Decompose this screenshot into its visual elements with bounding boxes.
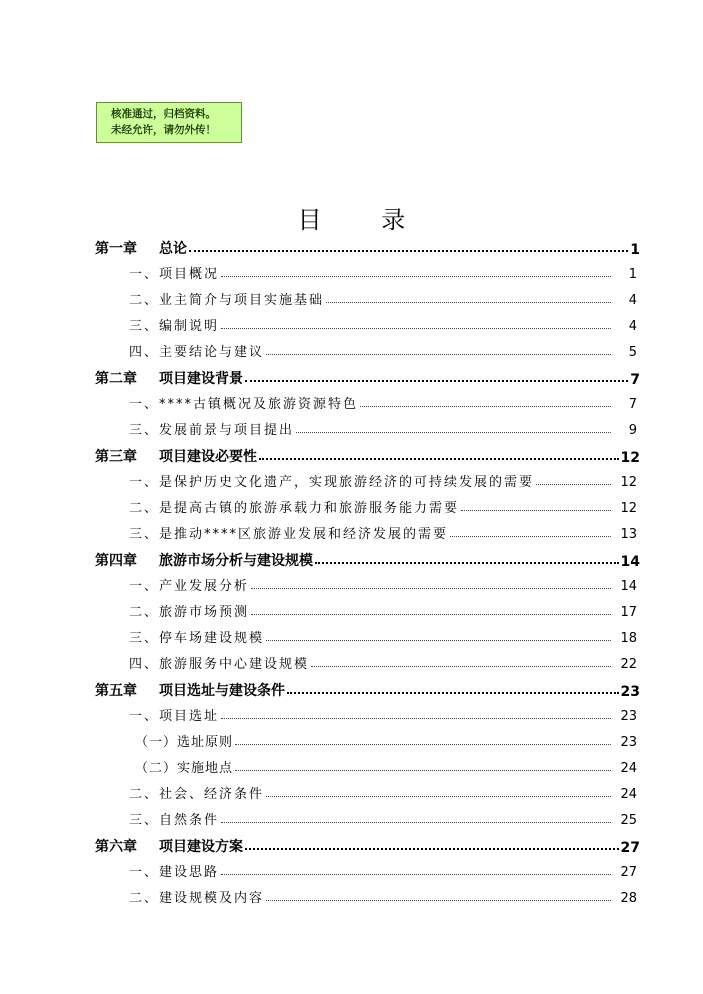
dot-leader [189,249,628,252]
chapter-label [95,550,313,570]
section-label [129,289,324,308]
section-index: 一、 [129,865,160,880]
section-index: 四、 [129,657,160,672]
section-label [129,627,264,646]
section-index: 二、 [129,605,160,620]
toc-section-entry[interactable] [129,882,637,906]
page-number: 23 [620,684,640,700]
section-label [129,419,294,438]
dot-leader [251,587,611,589]
section-title: 停车场建设规模 [159,631,265,646]
section-label [129,757,233,776]
toc-section-entry[interactable] [129,284,637,308]
dot-leader [221,327,611,329]
chapter-number: 第六章 [95,839,137,855]
section-label [129,497,459,516]
dot-leader [266,899,611,901]
page-number: 13 [620,527,637,542]
toc-section-entry[interactable] [129,778,637,802]
page-number: 7 [628,397,637,412]
page-number: 23 [620,735,637,750]
section-title: 业主简介与项目实施基础 [159,293,325,308]
chapter-title: 项目建设必要性 [159,449,257,465]
section-index: 三、 [129,319,160,334]
section-index: 二、 [129,293,160,308]
section-title: 建设思路 [159,865,220,880]
stamp-line-1: 核准通过，归档资料。 [111,108,216,120]
section-index: 一、 [129,709,160,724]
toc-section-entry[interactable] [129,414,637,438]
section-index: 三、 [129,631,160,646]
dot-leader [259,457,619,460]
page-number: 27 [620,840,640,856]
dot-leader [221,275,611,277]
page-number: 18 [620,631,637,646]
section-label [129,601,249,620]
page-number: 4 [628,319,637,334]
chapter-title: 项目选址与建设条件 [159,683,285,699]
page-number: 12 [620,501,637,516]
page-number: 12 [620,450,640,466]
toc-chapter-entry[interactable] [95,674,640,700]
dot-leader [235,743,611,745]
dot-leader [221,717,611,719]
section-label [129,341,264,360]
section-index: 一、 [129,397,160,412]
chapter-title: 项目建设方案 [159,839,243,855]
dot-leader [221,873,611,875]
toc-section-entry[interactable] [129,700,637,724]
dot-leader [266,795,611,797]
toc-chapter-entry[interactable] [95,362,640,388]
dot-leader [221,821,611,823]
section-label [129,471,534,490]
toc-section-entry[interactable] [129,804,637,828]
section-title: 建设规模及内容 [159,891,265,906]
section-title: 主要结论与建议 [159,345,265,360]
dot-leader [315,561,619,564]
page-number: 23 [620,709,637,724]
toc-section-entry[interactable] [129,258,637,282]
section-title: 是提高古镇的旅游承载力和旅游服务能力需要 [159,501,460,516]
section-index: 二、 [129,787,160,802]
toc-section-entry[interactable] [129,310,637,334]
page-number: 14 [620,554,640,570]
section-title: 旅游市场预测 [159,605,250,620]
section-title: 编制说明 [159,319,220,334]
dot-leader [266,639,611,641]
toc-section-entry[interactable] [129,856,637,880]
dot-leader [251,613,611,615]
section-title: 是推动****区旅游业发展和经济发展的需要 [159,527,449,542]
section-index: 三、 [129,527,160,542]
section-index: 一、 [129,475,160,490]
page-number: 1 [630,242,640,258]
toc-section-entry[interactable] [129,388,637,412]
chapter-title: 项目建设背景 [159,371,243,387]
page-number: 22 [620,657,637,672]
page-number: 25 [620,813,637,828]
section-index: 三、 [129,813,160,828]
section-index: 一、 [129,579,160,594]
section-index: 一、 [129,267,160,282]
page-number: 4 [628,293,637,308]
dot-leader [450,535,611,537]
page-number: 27 [620,865,637,880]
toc-section-entry[interactable] [129,518,637,542]
chapter-number: 第三章 [95,449,137,465]
section-label [129,887,264,906]
toc-section-entry[interactable] [129,466,637,490]
section-label [129,861,219,880]
stamp-line-2: 未经允许，请勿外传！ [111,124,216,136]
chapter-title: 总论 [159,241,187,257]
dot-leader [536,483,611,485]
page-number: 28 [620,891,637,906]
chapter-number: 第一章 [95,241,137,257]
section-title: 项目选址 [159,709,220,724]
section-label [129,809,219,828]
section-label [129,653,309,672]
section-label [129,315,219,334]
dot-leader [360,405,611,407]
chapter-label [95,238,187,258]
page-number: 12 [620,475,637,490]
page-title: 目 录 [297,206,432,234]
toc-section-entry[interactable] [129,726,637,750]
chapter-number: 第五章 [95,683,137,699]
dot-leader [266,353,611,355]
section-title: 是保护历史文化遗产，实现旅游经济的可持续发展的需要 [159,475,535,490]
chapter-title: 旅游市场分析与建设规模 [159,553,313,569]
toc-chapter-entry[interactable] [95,440,640,466]
section-title: 项目概况 [159,267,220,282]
chapter-label [95,368,243,388]
toc-section-entry[interactable] [129,752,637,776]
page-number: 5 [628,345,637,360]
section-label [129,783,264,802]
dot-leader [245,847,619,850]
chapter-label [95,836,243,856]
section-label [129,263,219,282]
section-title: 自然条件 [159,813,220,828]
chapter-label [95,680,285,700]
page-number: 24 [620,761,637,776]
toc-section-entry[interactable] [129,596,637,620]
toc-section-entry[interactable] [129,570,637,594]
page-number: 1 [628,267,637,282]
section-label [129,705,219,724]
dot-leader [461,509,611,511]
section-index: 二、 [129,891,160,906]
section-index: 四、 [129,345,160,360]
dot-leader [326,301,611,303]
page-number: 24 [620,787,637,802]
section-title: （二）实施地点 [135,761,234,776]
section-index: 三、 [129,423,160,438]
toc-section-entry[interactable] [129,648,637,672]
section-label [129,393,358,412]
section-title: 产业发展分析 [159,579,250,594]
section-label [129,523,448,542]
section-label [129,575,249,594]
dot-leader [245,379,628,382]
page-number: 14 [620,579,637,594]
dot-leader [296,431,611,433]
page-number: 17 [620,605,637,620]
section-title: ****古镇概况及旅游资源特色 [159,397,359,412]
approval-stamp [96,102,242,143]
toc-chapter-entry[interactable] [95,232,640,258]
section-title: 社会、经济条件 [159,787,265,802]
toc-section-entry[interactable] [129,336,637,360]
section-label [129,731,233,750]
chapter-number: 第四章 [95,553,137,569]
dot-leader [311,665,611,667]
section-title: 发展前景与项目提出 [159,423,295,438]
page-number: 7 [630,372,640,388]
section-title: （一）选址原则 [135,735,234,750]
toc-section-entry[interactable] [129,492,637,516]
dot-leader [235,769,611,771]
chapter-label [95,446,257,466]
dot-leader [287,691,619,694]
section-index: 二、 [129,501,160,516]
toc-chapter-entry[interactable] [95,544,640,570]
toc-chapter-entry[interactable] [95,830,640,856]
chapter-number: 第二章 [95,371,137,387]
page-number: 9 [628,423,637,438]
toc-section-entry[interactable] [129,622,637,646]
section-title: 旅游服务中心建设规模 [159,657,310,672]
